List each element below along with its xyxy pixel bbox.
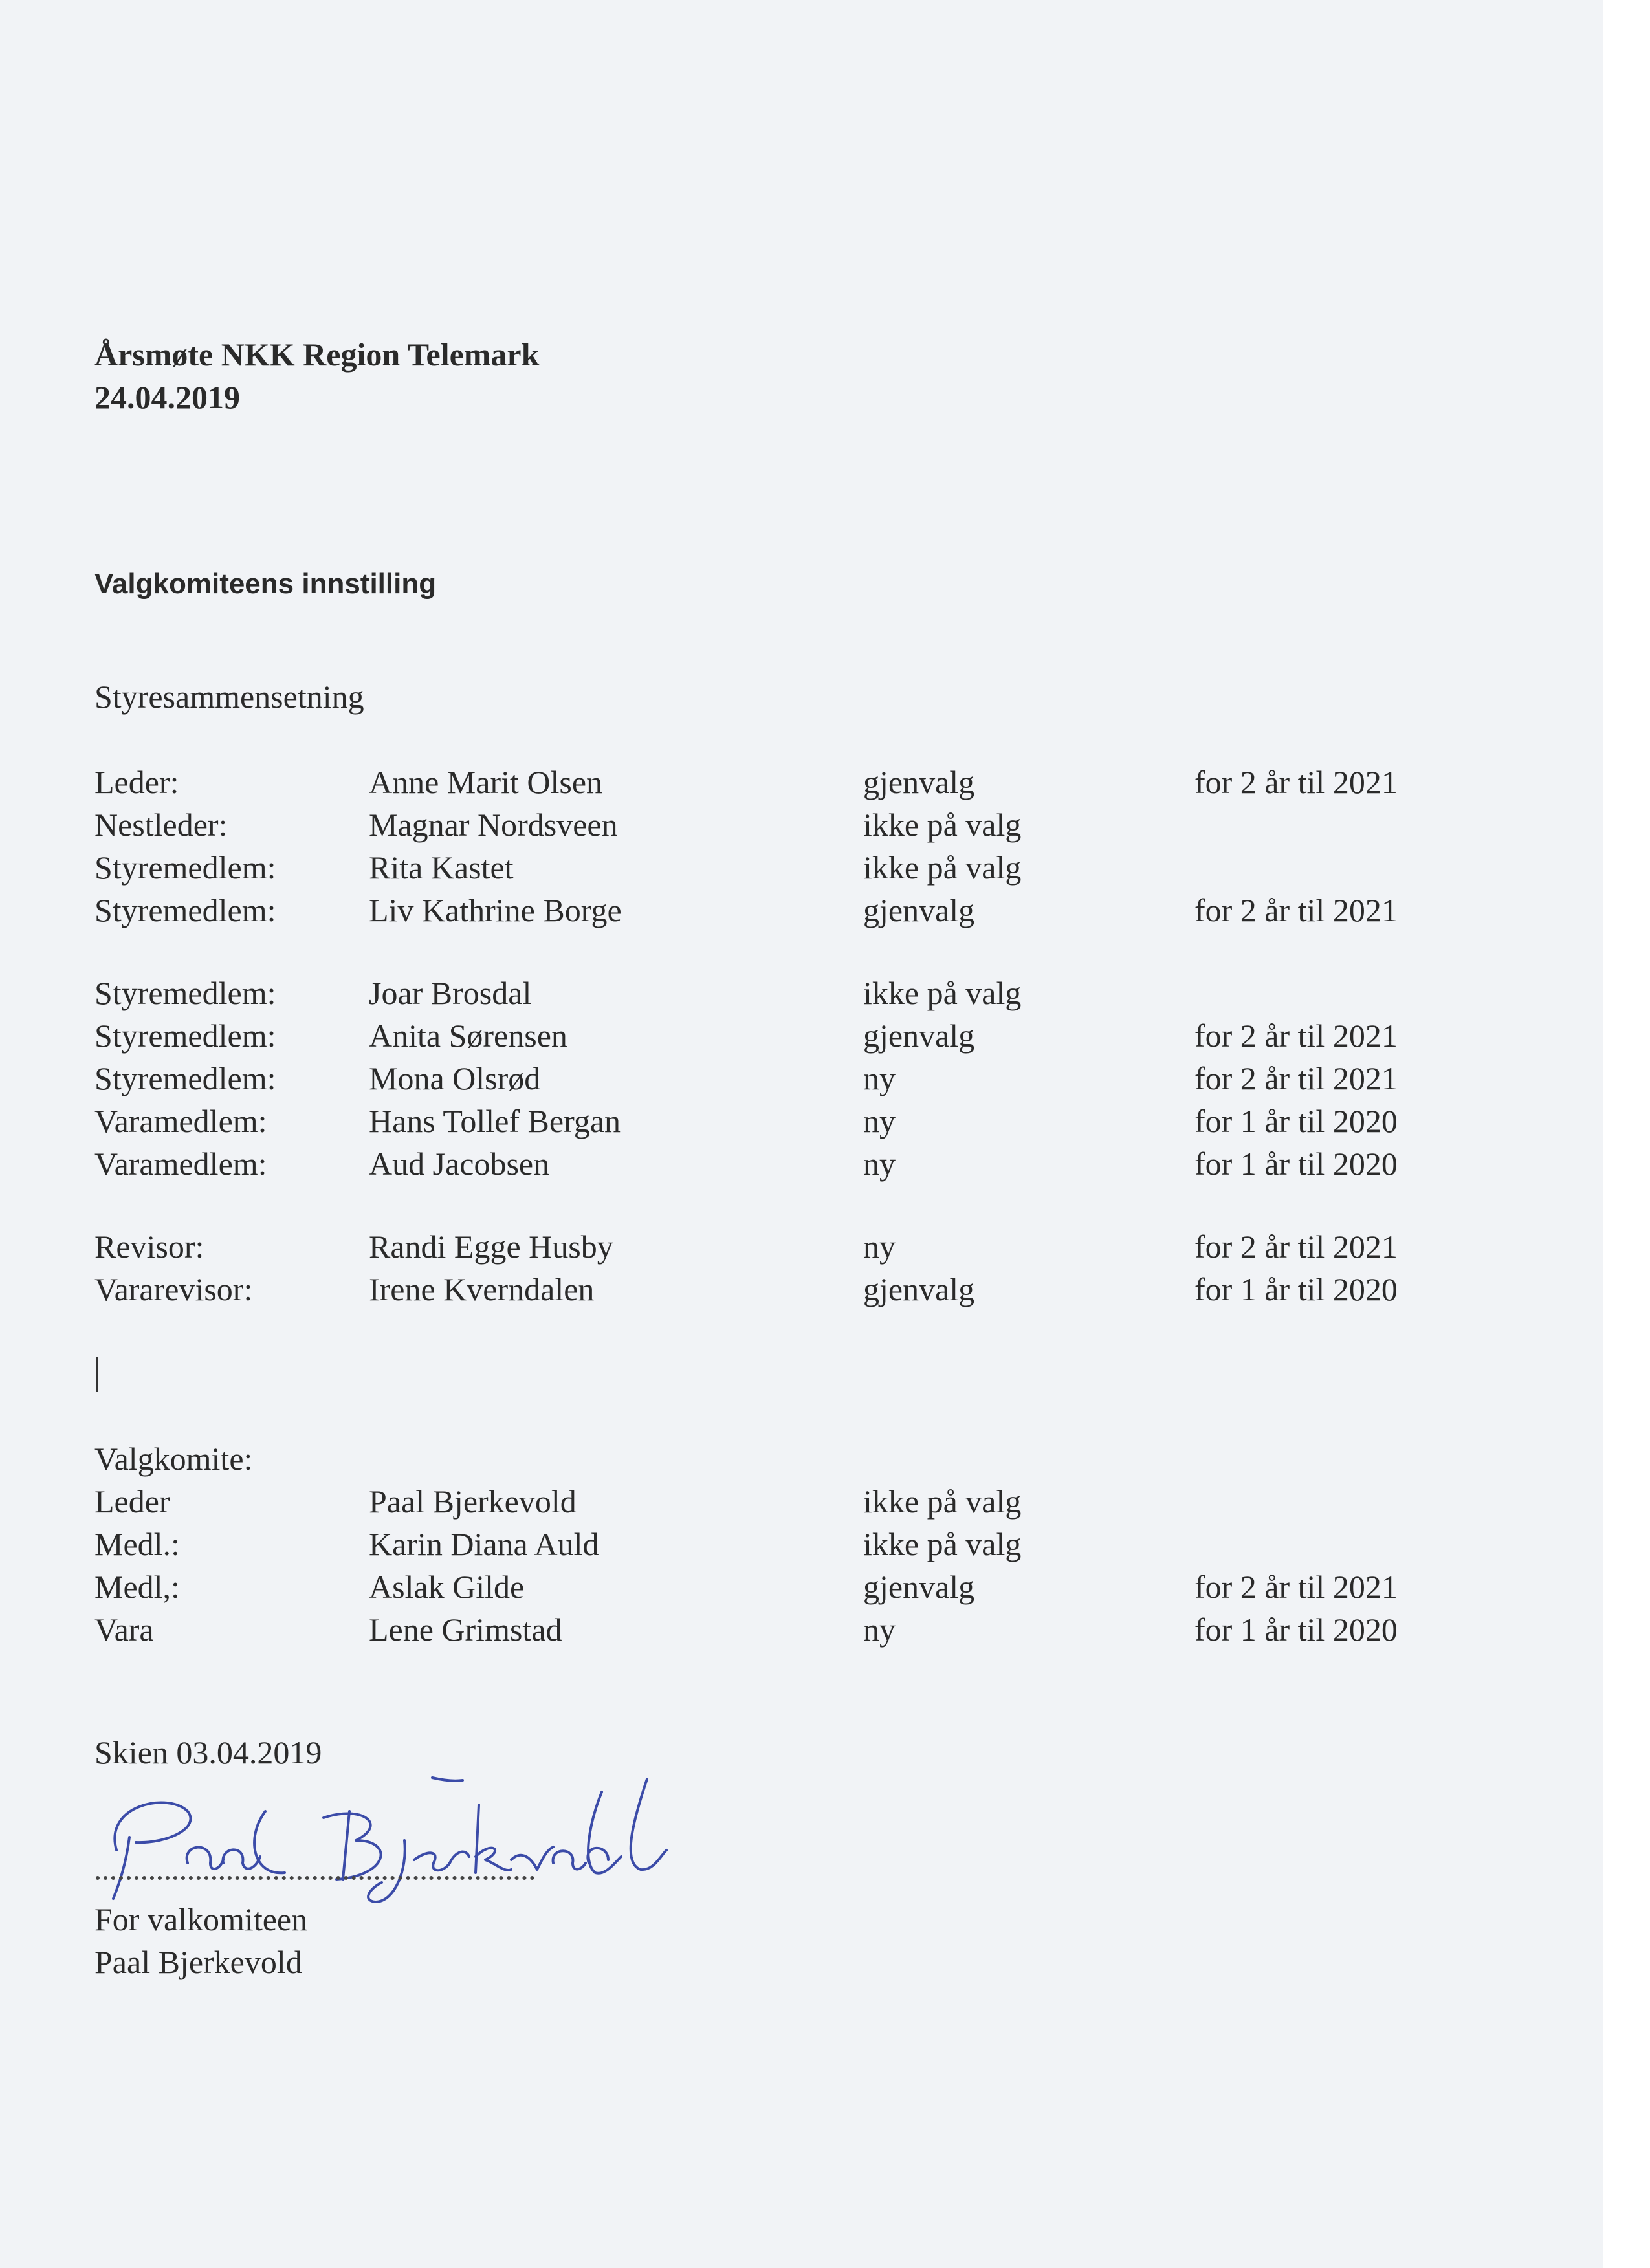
role-cell: Styremedlem: [94, 1018, 276, 1054]
status-cell: gjenvalg [863, 1018, 975, 1054]
status-cell: ikke på valg [863, 849, 1022, 886]
term-cell: for 2 år til 2021 [1194, 1060, 1398, 1096]
status-cell: ny [863, 1146, 896, 1182]
status-cell: ny [863, 1060, 896, 1096]
name-cell: Anita Sørensen [369, 1018, 567, 1054]
place-date: Skien 03.04.2019 [94, 1734, 322, 1771]
name-cell: Karin Diana Auld [369, 1526, 599, 1562]
term-cell: for 1 år til 2020 [1194, 1611, 1398, 1648]
table-row [0, 1100, 1603, 1142]
term-cell: for 2 år til 2021 [1194, 1569, 1398, 1605]
status-cell: ikke på valg [863, 975, 1022, 1011]
role-cell: Styremedlem: [94, 892, 276, 928]
name-cell: Irene Kverndalen [369, 1271, 595, 1307]
term-cell: for 1 år til 2020 [1194, 1146, 1398, 1182]
name-cell: Joar Brosdal [369, 975, 532, 1011]
committee-heading: Valgkomite: [94, 1441, 253, 1477]
status-cell: gjenvalg [863, 764, 975, 800]
status-cell: gjenvalg [863, 892, 975, 928]
term-cell: for 2 år til 2021 [1194, 892, 1398, 928]
role-cell: Vara [94, 1611, 154, 1648]
table-row [0, 1480, 1603, 1523]
role-cell: Revisor: [94, 1228, 204, 1265]
status-cell: ikke på valg [863, 1483, 1022, 1520]
table-row [0, 1523, 1603, 1565]
text-cursor [96, 1357, 98, 1392]
table-row [0, 1268, 1603, 1311]
role-cell: Leder: [94, 764, 179, 800]
role-cell: Medl,: [94, 1569, 180, 1605]
name-cell: Mona Olsrød [369, 1060, 541, 1096]
name-cell: Randi Egge Husby [369, 1228, 613, 1265]
status-cell: ny [863, 1611, 896, 1648]
name-cell: Hans Tollef Bergan [369, 1103, 621, 1139]
table-row [0, 1014, 1603, 1057]
table-row [0, 972, 1603, 1014]
status-cell: ikke på valg [863, 807, 1022, 843]
name-cell: Paal Bjerkevold [369, 1483, 577, 1520]
role-cell: Varamedlem: [94, 1103, 267, 1139]
table-row [0, 1057, 1603, 1100]
signed-for: For valkomiteen [94, 1901, 308, 1937]
table-row [0, 889, 1603, 932]
role-cell: Vararevisor: [94, 1271, 253, 1307]
name-cell: Liv Kathrine Borge [369, 892, 622, 928]
status-cell: gjenvalg [863, 1271, 975, 1307]
role-cell: Medl.: [94, 1526, 180, 1562]
section-heading: Valgkomiteens innstilling [94, 568, 437, 600]
role-cell: Leder [94, 1483, 170, 1520]
role-cell: Varamedlem: [94, 1146, 267, 1182]
table-row [0, 803, 1603, 846]
meeting-date: 24.04.2019 [94, 379, 240, 415]
table-row [0, 846, 1603, 889]
role-cell: Nestleder: [94, 807, 228, 843]
signer-name: Paal Bjerkevold [94, 1944, 302, 1980]
role-cell: Styremedlem: [94, 975, 276, 1011]
term-cell: for 1 år til 2020 [1194, 1271, 1398, 1307]
table-row [0, 1225, 1603, 1268]
handwritten-signature [91, 1766, 673, 1915]
name-cell: Anne Marit Olsen [369, 764, 603, 800]
role-cell: Styremedlem: [94, 849, 276, 886]
status-cell: gjenvalg [863, 1569, 975, 1605]
status-cell: ny [863, 1103, 896, 1139]
signature-line [96, 1876, 534, 1880]
term-cell: for 1 år til 2020 [1194, 1103, 1398, 1139]
name-cell: Aud Jacobsen [369, 1146, 550, 1182]
role-cell: Styremedlem: [94, 1060, 276, 1096]
board-heading: Styresammensetning [94, 679, 364, 715]
table-row [0, 1142, 1603, 1185]
name-cell: Lene Grimstad [369, 1611, 562, 1648]
status-cell: ny [863, 1228, 896, 1265]
table-row [0, 1608, 1603, 1651]
term-cell: for 2 år til 2021 [1194, 1018, 1398, 1054]
name-cell: Rita Kastet [369, 849, 514, 886]
document-title: Årsmøte NKK Region Telemark [94, 336, 540, 373]
name-cell: Magnar Nordsveen [369, 807, 618, 843]
name-cell: Aslak Gilde [369, 1569, 525, 1605]
table-row [0, 761, 1603, 803]
term-cell: for 2 år til 2021 [1194, 764, 1398, 800]
table-row [0, 1565, 1603, 1608]
status-cell: ikke på valg [863, 1526, 1022, 1562]
term-cell: for 2 år til 2021 [1194, 1228, 1398, 1265]
